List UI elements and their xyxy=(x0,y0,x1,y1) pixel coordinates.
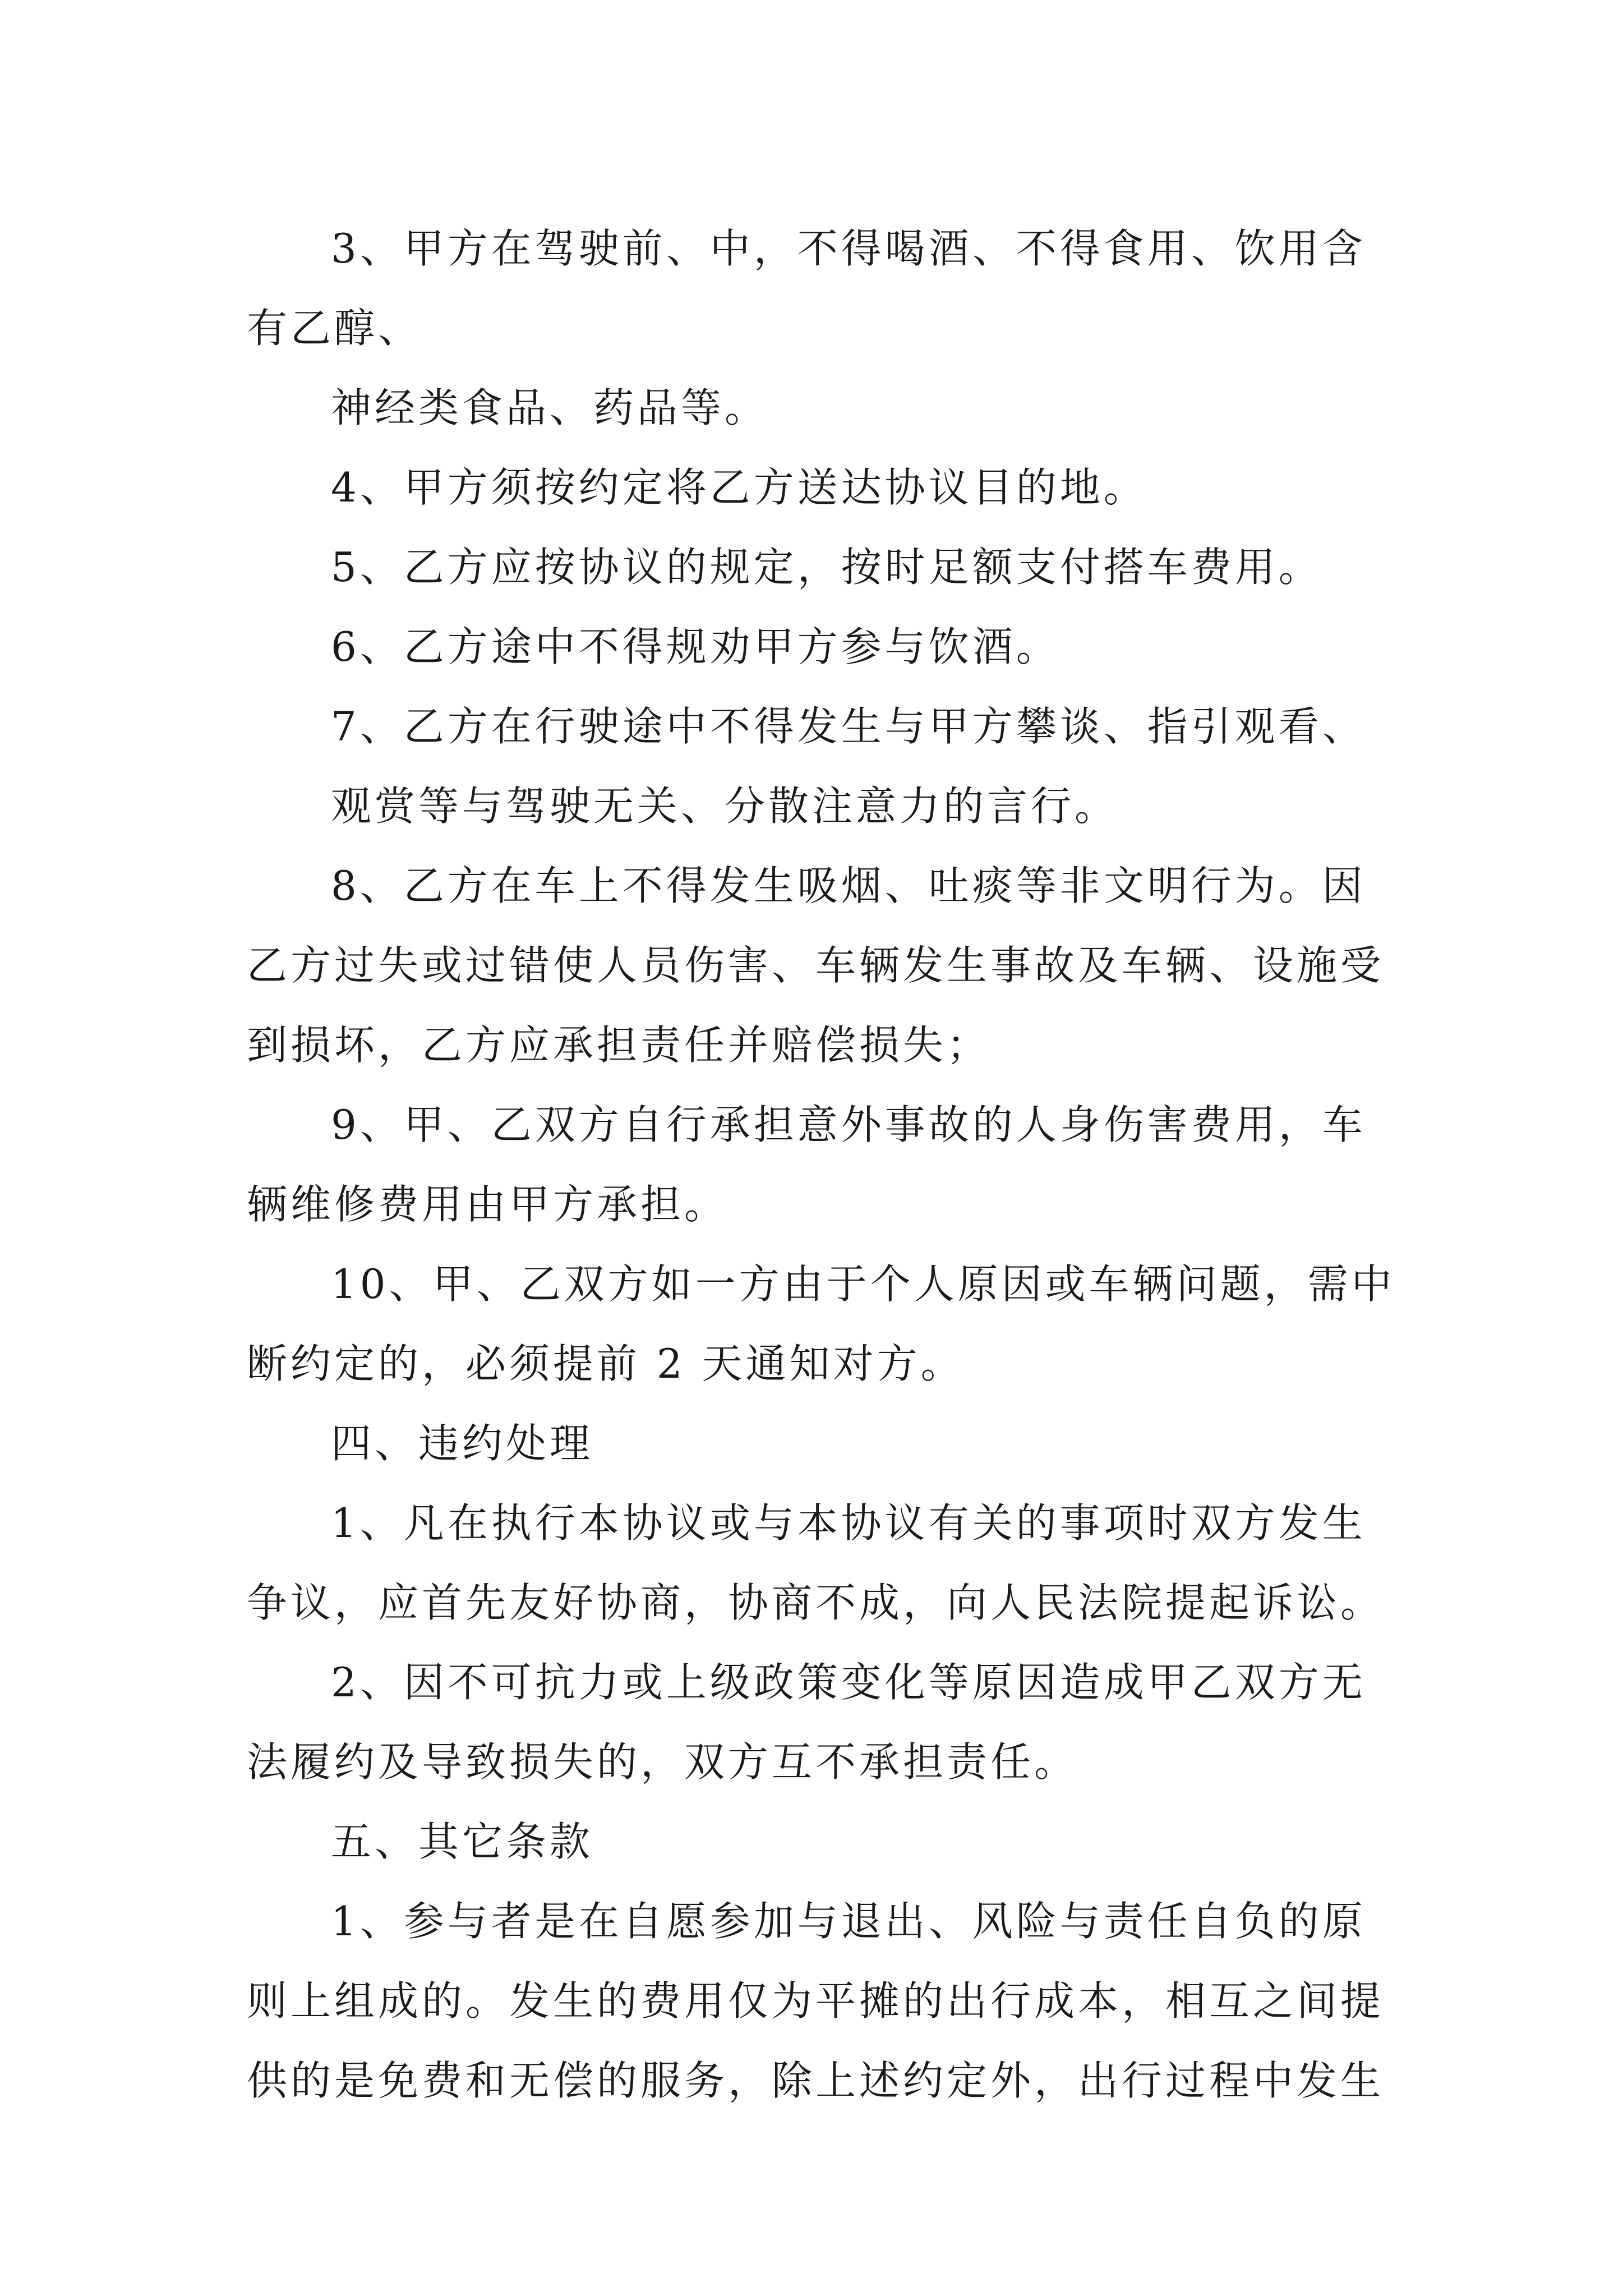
text-line: 6、乙方途中不得规劝甲方参与饮酒。 xyxy=(331,623,1060,670)
text-line: 4、甲方须按约定将乙方送达协议目的地。 xyxy=(331,464,1147,511)
text-line: 到损坏，乙方应承担责任并赔偿损失； xyxy=(247,1022,991,1069)
text-line: 则上组成的。发生的费用仅为平摊的出行成本，相互之间提 xyxy=(247,1977,1385,2024)
text-line: 10、甲、乙双方如一方由于个人原因或车辆问题，需中 xyxy=(331,1260,1395,1308)
document-body xyxy=(247,209,1402,2120)
text-line: 观赏等与驾驶无关、分散注意力的言行。 xyxy=(331,783,1119,830)
text-line: 辆维修费用由甲方承担。 xyxy=(247,1181,728,1228)
text-line: 2、因不可抗力或上级政策变化等原因造成甲乙双方无 xyxy=(331,1659,1366,1706)
text-line: 1、凡在执行本协议或与本协议有关的事项时双方发生 xyxy=(331,1499,1366,1547)
section-heading: 五、其它条款 xyxy=(331,1818,594,1865)
text-line: 断约定的，必须提前 2 天通知对方。 xyxy=(247,1340,965,1387)
text-line: 3、甲方在驾驶前、中，不得喝酒、不得食用、饮用含 xyxy=(331,225,1366,272)
text-line: 9、甲、乙双方自行承担意外事故的人身伤害费用，车 xyxy=(331,1101,1366,1148)
text-line: 乙方过失或过错使人员伤害、车辆发生事故及车辆、设施受 xyxy=(247,942,1385,989)
text-line: 争议，应首先友好协商，协商不成，向人民法院提起诉讼。 xyxy=(247,1579,1385,1626)
text-line: 1、参与者是在自愿参加与退出、风险与责任自负的原 xyxy=(331,1898,1366,1945)
text-line: 有乙醇、 xyxy=(247,305,422,352)
section-heading: 四、违约处理 xyxy=(331,1420,594,1467)
text-line: 法履约及导致损失的，双方互不承担责任。 xyxy=(247,1738,1078,1786)
text-line: 神经类食品、药品等。 xyxy=(331,384,769,431)
text-line: 7、乙方在行驶途中不得发生与甲方攀谈、指引观看、 xyxy=(331,703,1366,750)
text-line: 供的是免费和无偿的服务，除上述约定外，出行过程中发生 xyxy=(247,2057,1385,2104)
text-line: 5、乙方应按协议的规定，按时足额支付搭车费用。 xyxy=(331,544,1322,591)
text-line: 8、乙方在车上不得发生吸烟、吐痰等非文明行为。因 xyxy=(331,862,1366,909)
